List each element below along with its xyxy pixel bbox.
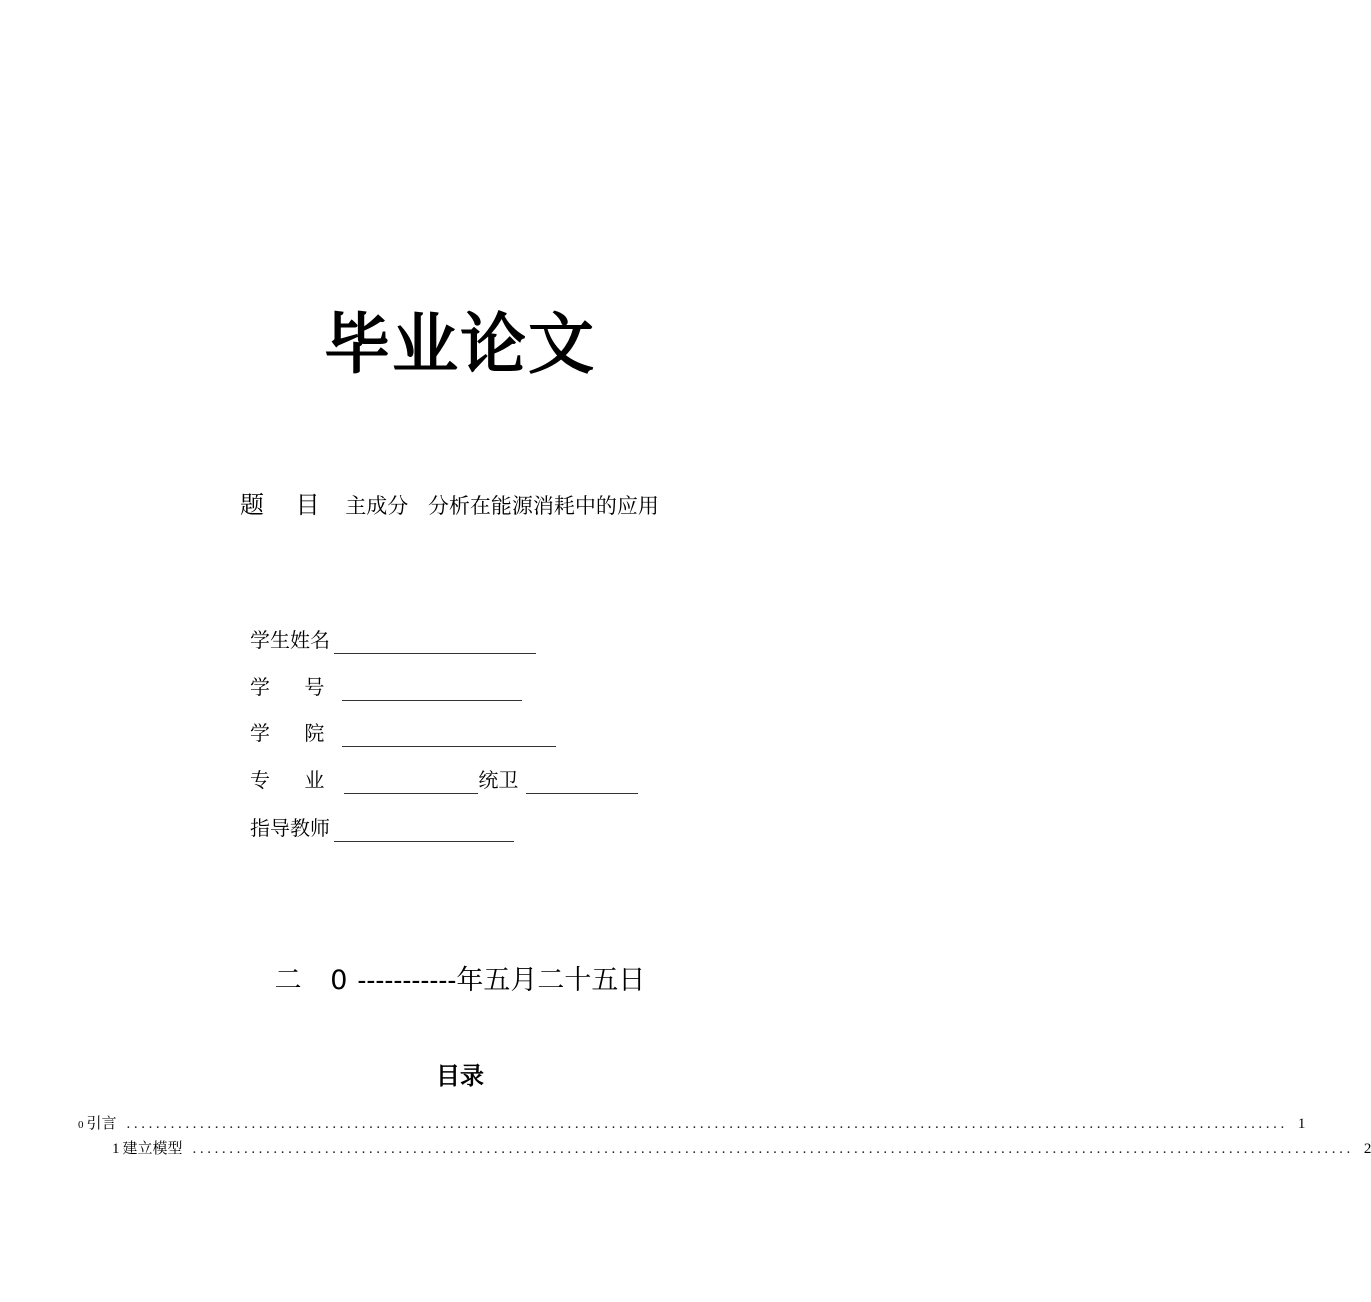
advisor-field	[250, 814, 514, 842]
student-id-label: 学 号	[250, 675, 339, 699]
unified-blank-line	[526, 771, 638, 794]
toc-entry-page: 1	[1297, 1116, 1306, 1132]
student-id-field	[250, 673, 522, 701]
toc-entry-title: 引言	[86, 1116, 117, 1132]
advisor-blank-line	[334, 819, 514, 842]
date-line	[0, 960, 920, 1001]
unified-label: 统卫	[478, 768, 519, 792]
student-name-blank-line	[334, 631, 536, 654]
toc-entry[interactable]	[78, 1114, 1306, 1135]
date-part-month-day: 年五月二十五日	[456, 965, 646, 996]
student-name-field	[250, 626, 536, 654]
toc-leader-dots: ..............................................................................................................................................................	[192, 1141, 1354, 1157]
student-name-label: 学生姓名	[250, 628, 330, 652]
college-label: 学 院	[250, 721, 339, 745]
subject-label: 题 目	[240, 491, 332, 519]
major-label: 专 业	[250, 768, 339, 792]
toc-entry[interactable]	[112, 1139, 1371, 1159]
toc-entry-page: 2	[1363, 1141, 1371, 1157]
subject-row	[240, 488, 659, 523]
toc-entry-number: 0	[78, 1119, 84, 1131]
date-part-year-prefix: 二 0	[274, 965, 358, 996]
document-title: 毕业论文	[324, 306, 596, 383]
toc-entry-number: 1	[112, 1141, 120, 1157]
advisor-label: 指导教师	[250, 816, 330, 840]
major-field	[250, 766, 638, 794]
student-id-blank-line	[342, 678, 522, 701]
major-blank-line	[344, 771, 478, 794]
toc-heading: 目录	[436, 1062, 484, 1090]
subject-value-part1: 主成分	[345, 494, 409, 518]
toc-entry-title: 建立模型	[122, 1141, 183, 1157]
date-part-dashes: -----------	[357, 965, 457, 995]
college-blank-line	[342, 724, 556, 747]
subject-value-part2: 分析在能源消耗中的应用	[427, 494, 659, 518]
toc-leader-dots: ..............................................................................................................................................................	[126, 1116, 1288, 1132]
college-field	[250, 719, 556, 747]
